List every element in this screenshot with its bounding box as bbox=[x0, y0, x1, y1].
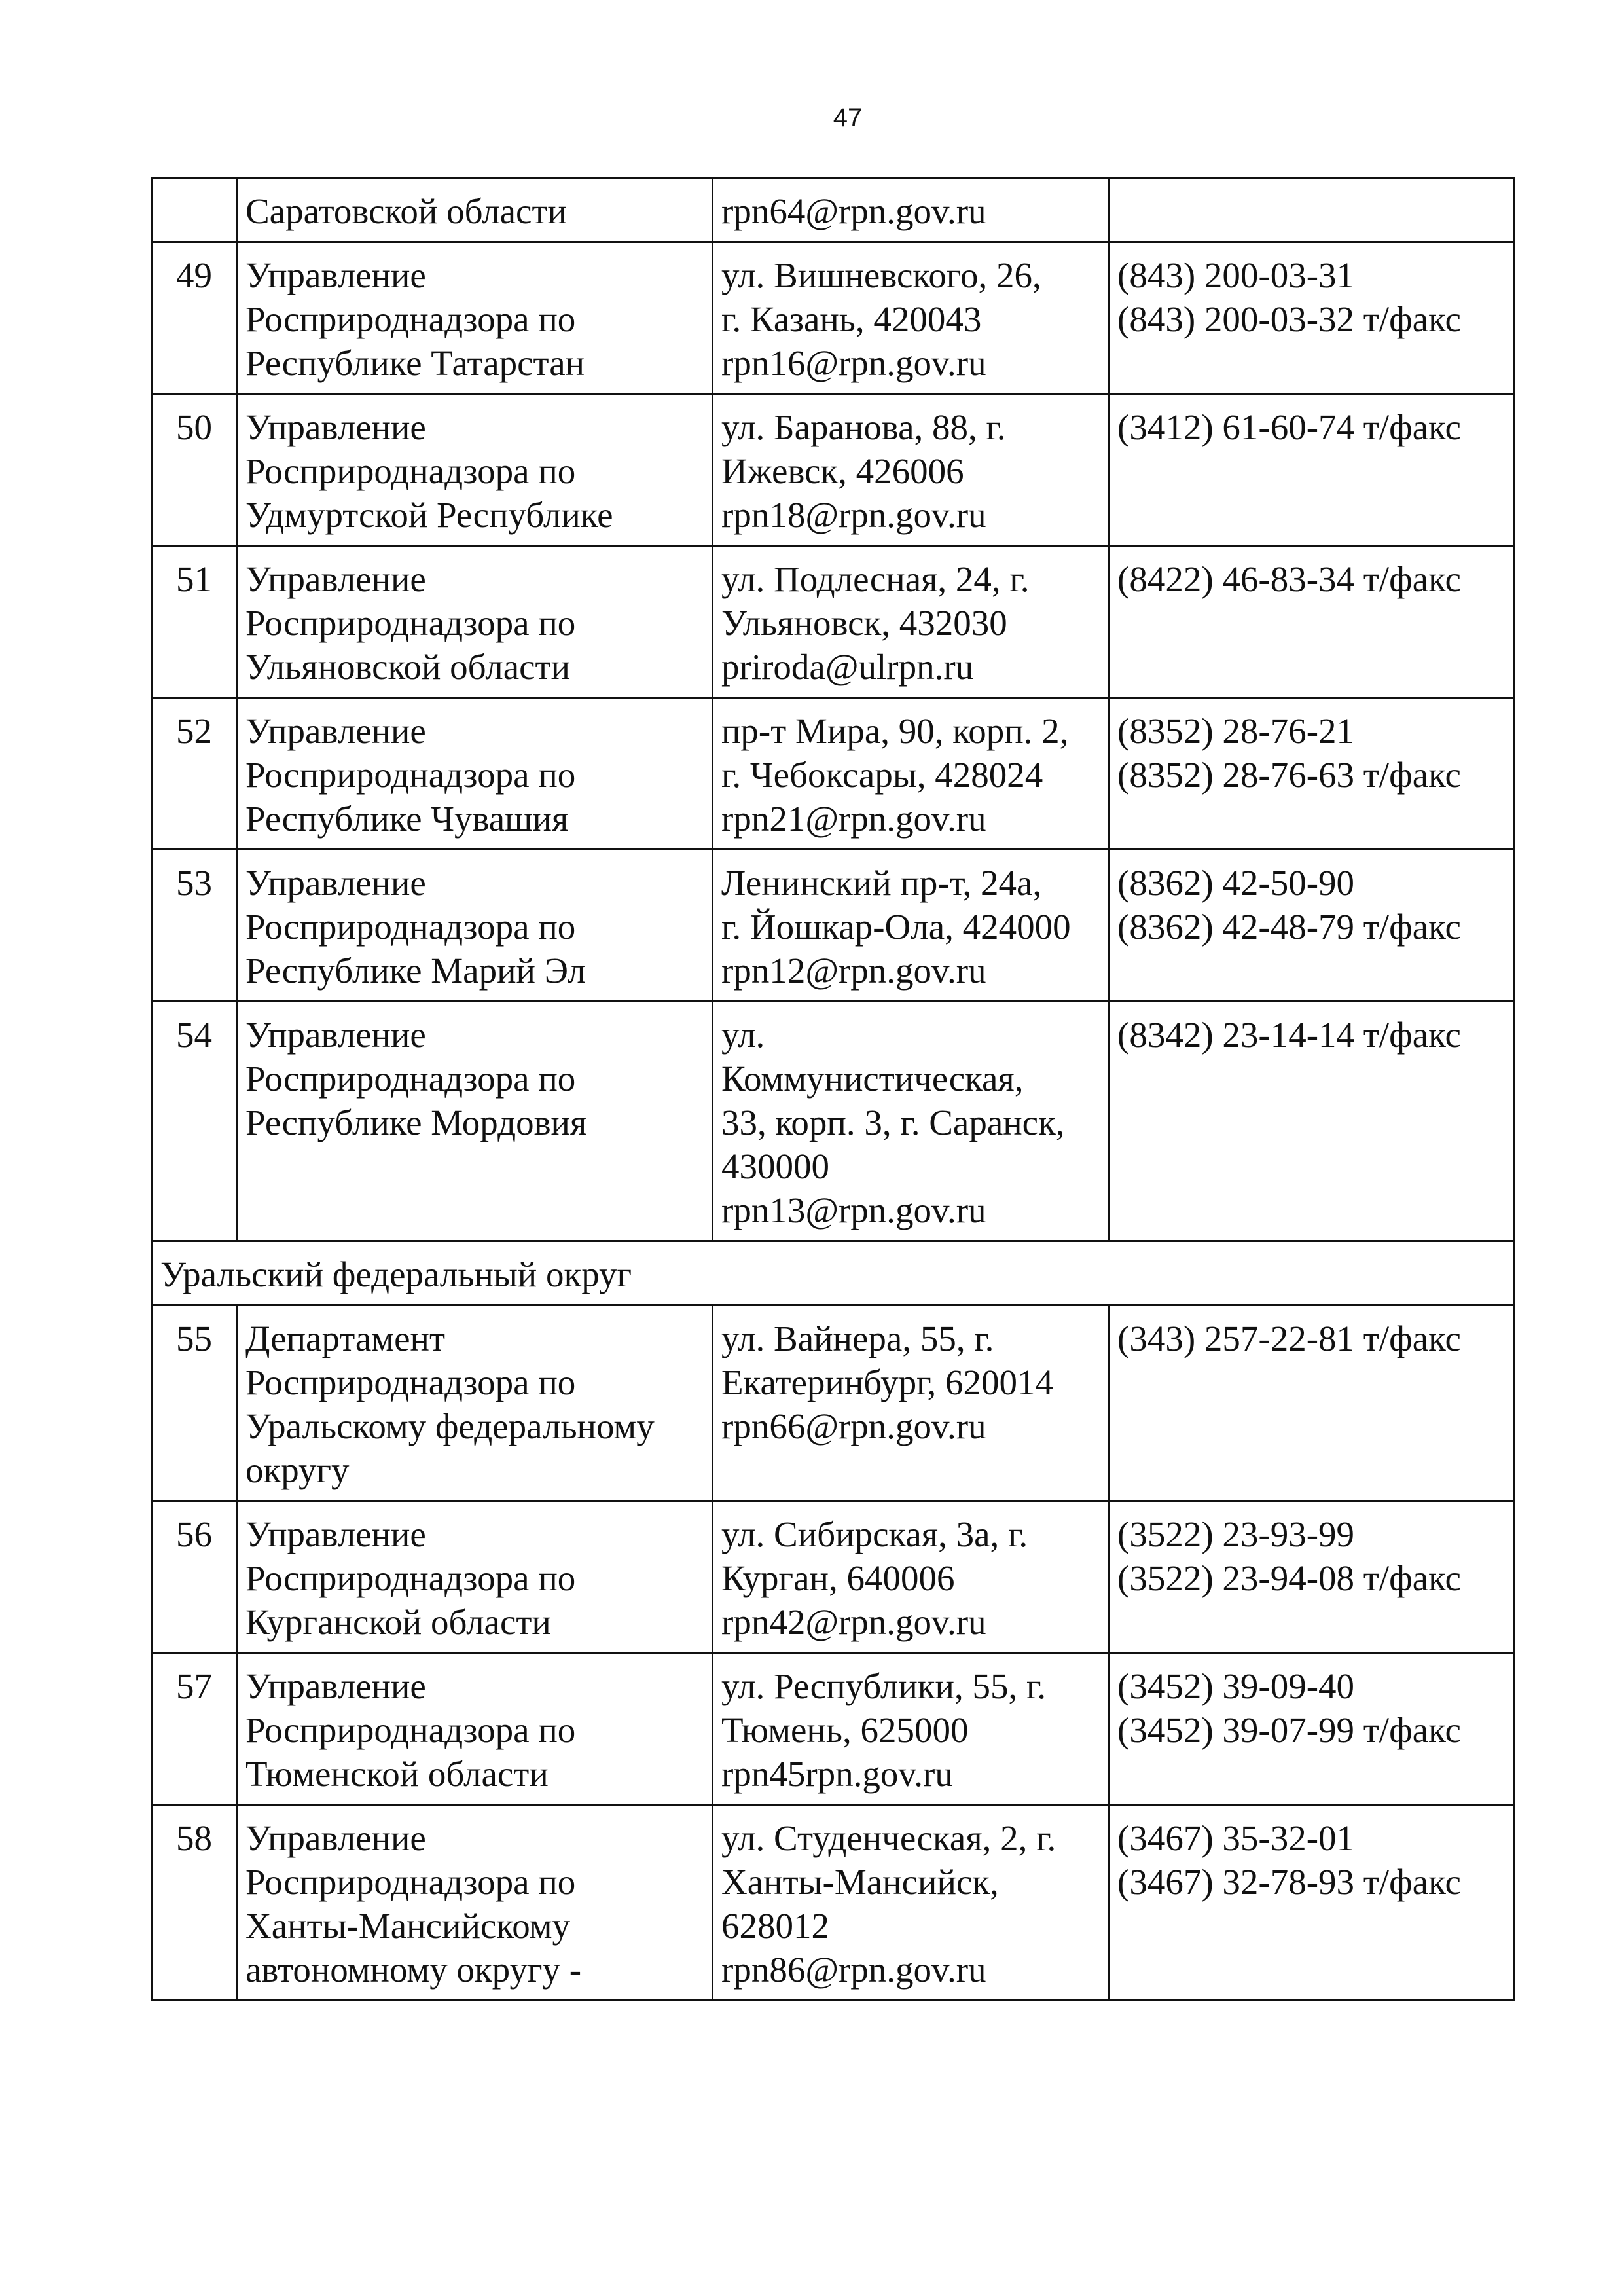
agency-phone: (3467) 35-32-01 (3467) 32-78-93 т/факс bbox=[1109, 1805, 1515, 2001]
row-number bbox=[152, 178, 237, 242]
row-number: 58 bbox=[152, 1805, 237, 2001]
table-row bbox=[152, 394, 1515, 546]
agency-address: ул. Коммунистическая, 33, корп. 3, г. Саранск, 430000 rpn13@rpn.gov.ru bbox=[713, 1002, 1109, 1241]
table-row bbox=[152, 1653, 1515, 1805]
agency-phone: (3522) 23-93-99 (3522) 23-94-08 т/факс bbox=[1109, 1501, 1515, 1653]
agency-address: ул. Сибирская, 3а, г. Курган, 640006 rpn42@rpn.gov.ru bbox=[713, 1501, 1109, 1653]
table-row bbox=[152, 1501, 1515, 1653]
agency-name: Управление Росприроднадзора по Республике Марий Эл bbox=[237, 850, 713, 1002]
table-row bbox=[152, 1305, 1515, 1501]
table-row bbox=[152, 546, 1515, 698]
agency-address: ул. Вайнера, 55, г. Екатеринбург, 620014 rpn66@rpn.gov.ru bbox=[713, 1305, 1109, 1501]
row-number: 51 bbox=[152, 546, 237, 698]
agency-name: Управление Росприроднадзора по Республике Чувашия bbox=[237, 698, 713, 850]
agency-address: ул. Баранова, 88, г. Ижевск, 426006 rpn18@rpn.gov.ru bbox=[713, 394, 1109, 546]
agency-name: Управление Росприроднадзора по Курганской области bbox=[237, 1501, 713, 1653]
agency-phone: (8422) 46-83-34 т/факс bbox=[1109, 546, 1515, 698]
table-row bbox=[152, 698, 1515, 850]
agency-phone: (8362) 42-50-90 (8362) 42-48-79 т/факс bbox=[1109, 850, 1515, 1002]
agency-name: Департамент Росприроднадзора по Уральскому федеральному округу bbox=[237, 1305, 713, 1501]
agency-address: Ленинский пр-т, 24а, г. Йошкар-Ола, 424000 rpn12@rpn.gov.ru bbox=[713, 850, 1109, 1002]
agency-name: Саратовской области bbox=[237, 178, 713, 242]
table-row bbox=[152, 178, 1515, 242]
agency-address: ул. Подлесная, 24, г. Ульяновск, 432030 priroda@ulrpn.ru bbox=[713, 546, 1109, 698]
agency-address: ул. Студенческая, 2, г. Ханты-Мансийск, 628012 rpn86@rpn.gov.ru bbox=[713, 1805, 1109, 2001]
agency-phone: (8352) 28-76-21 (8352) 28-76-63 т/факс bbox=[1109, 698, 1515, 850]
row-number: 55 bbox=[152, 1305, 237, 1501]
agency-address: ул. Республики, 55, г. Тюмень, 625000 rpn45rpn.gov.ru bbox=[713, 1653, 1109, 1805]
page-number: 47 bbox=[833, 103, 863, 132]
agency-contacts-table bbox=[151, 177, 1515, 2001]
district-header-row bbox=[152, 1241, 1515, 1305]
agency-name: Управление Росприроднадзора по Удмуртской Республике bbox=[237, 394, 713, 546]
row-number: 57 bbox=[152, 1653, 237, 1805]
agency-phone: (843) 200-03-31 (843) 200-03-32 т/факс bbox=[1109, 242, 1515, 394]
row-number: 49 bbox=[152, 242, 237, 394]
agency-phone: (8342) 23-14-14 т/факс bbox=[1109, 1002, 1515, 1241]
district-header: Уральский федеральный округ bbox=[152, 1241, 1515, 1305]
agency-name: Управление Росприроднадзора по Ульяновской области bbox=[237, 546, 713, 698]
agency-address: пр-т Мира, 90, корп. 2, г. Чебоксары, 428024 rpn21@rpn.gov.ru bbox=[713, 698, 1109, 850]
agency-address: ул. Вишневского, 26, г. Казань, 420043 rpn16@rpn.gov.ru bbox=[713, 242, 1109, 394]
row-number: 50 bbox=[152, 394, 237, 546]
row-number: 53 bbox=[152, 850, 237, 1002]
agency-name: Управление Росприроднадзора по Ханты-Мансийскому автономному округу - bbox=[237, 1805, 713, 2001]
agency-address: rpn64@rpn.gov.ru bbox=[713, 178, 1109, 242]
agency-phone: (3412) 61-60-74 т/факс bbox=[1109, 394, 1515, 546]
agency-phone: (3452) 39-09-40 (3452) 39-07-99 т/факс bbox=[1109, 1653, 1515, 1805]
agency-phone bbox=[1109, 178, 1515, 242]
table-row bbox=[152, 1002, 1515, 1241]
table-row bbox=[152, 1805, 1515, 2001]
row-number: 52 bbox=[152, 698, 237, 850]
agency-phone: (343) 257-22-81 т/факс bbox=[1109, 1305, 1515, 1501]
agency-name: Управление Росприроднадзора по Республике Татарстан bbox=[237, 242, 713, 394]
agency-name: Управление Росприроднадзора по Тюменской области bbox=[237, 1653, 713, 1805]
agency-name: Управление Росприроднадзора по Республике Мордовия bbox=[237, 1002, 713, 1241]
table-row bbox=[152, 242, 1515, 394]
row-number: 54 bbox=[152, 1002, 237, 1241]
table-row bbox=[152, 850, 1515, 1002]
row-number: 56 bbox=[152, 1501, 237, 1653]
